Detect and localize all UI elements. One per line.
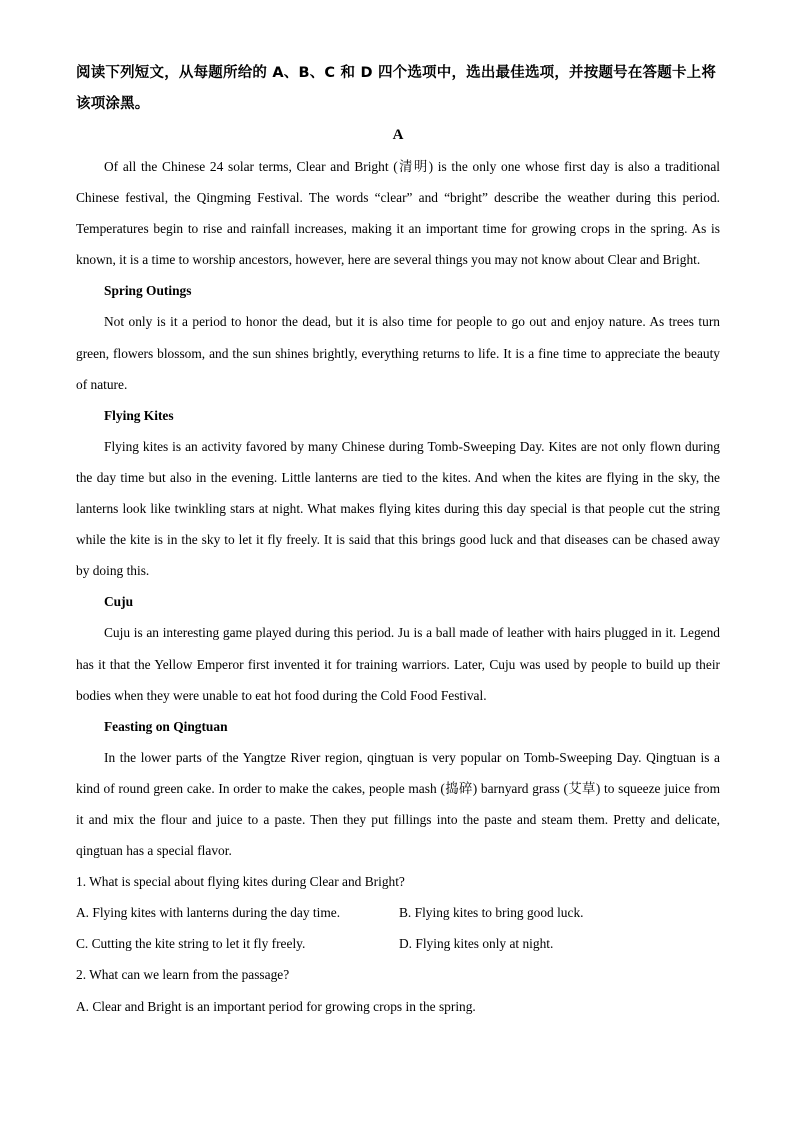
section-heading-qingtuan: Feasting on Qingtuan [104,718,228,734]
intro-paragraph: Of all the Chinese 24 solar terms, Clear and Bright (清明) is the only one whose first day is also a traditional Chinese festival, the Qingming Festival. The words “clear” and “bright” describe the weather during this period. Temperatures begin to rise and rainfall increases, making it an important time for growing crops in the spring. As is known, it is a time to worship ancestors, however, here are several things you may not know about Clear and Bright. [76,159,720,268]
instruction-text: 阅读下列短文，从每题所给的 A、B、C 和 D 四个选项中，选出最佳选项，并按题号在答题卡上将该项涂黑。 [76,65,717,112]
section-paragraph-qingtuan: In the lower parts of the Yangtze River region, qingtuan is very popular on Tomb-Sweeping Day. Qingtuan is a kind of round green cake. In order to make the cakes, people mash (捣碎) barnyard grass (艾草) to squeeze juice from it and mix the flour and juice to a paste. Then they put fillings into the paste and steam them. Pretty and delicate, qingtuan has a special flavor. [76,749,720,859]
question-2-option-a: A. Clear and Bright is an important period for growing crops in the spring. [76,998,476,1014]
section-heading-flying-kites: Flying Kites [104,407,174,423]
question-1-stem: 1. What is special about flying kites during Clear and Bright? [76,874,405,890]
question-1-option-d: D. Flying kites only at night. [399,936,554,952]
question-1-options-row-1 [76,897,720,928]
passage-title: A [392,127,404,143]
question-1-option-b: B. Flying kites to bring good luck. [399,905,584,921]
question-1-option-c: C. Cutting the kite string to let it fly freely. [76,936,306,952]
section-heading-cuju: Cuju [104,594,134,610]
question-2-stem: 2. What can we learn from the passage? [76,967,290,983]
document-page [76,58,720,1022]
question-1-options-row-2 [76,928,720,959]
section-paragraph-spring-outings: Not only is it a period to honor the dead, but it is also time for people to go out and enjoy nature. As trees turn green, flowers blossom, and the sun shines brightly, everything returns to life. It is a fine time to appreciate the beauty of nature. [76,314,720,392]
section-paragraph-cuju: Cuju is an interesting game played during this period. Ju is a ball made of leather with hairs plugged in it. Legend has it that the Yellow Emperor first invented it for training warriors. Later, Cuju was used by people to build up their bodies when they were unable to eat hot food during the Cold Food Festival. [76,625,720,703]
section-paragraph-flying-kites: Flying kites is an activity favored by many Chinese during Tomb-Sweeping Day. Kites are not only flown during the day time but also in the evening. Little lanterns are tied to the kites. And when the kites are flying in the sky, the lanterns look like twinkling stars at night. What makes flying kites during this day special is that people cut the string while the kite is in the sky to let it fly freely. It is said that this brings good luck and that diseases can be chased away by doing this. [76,438,720,579]
question-1-option-a: A. Flying kites with lanterns during the day time. [76,905,341,921]
section-heading-spring-outings: Spring Outings [104,283,192,299]
